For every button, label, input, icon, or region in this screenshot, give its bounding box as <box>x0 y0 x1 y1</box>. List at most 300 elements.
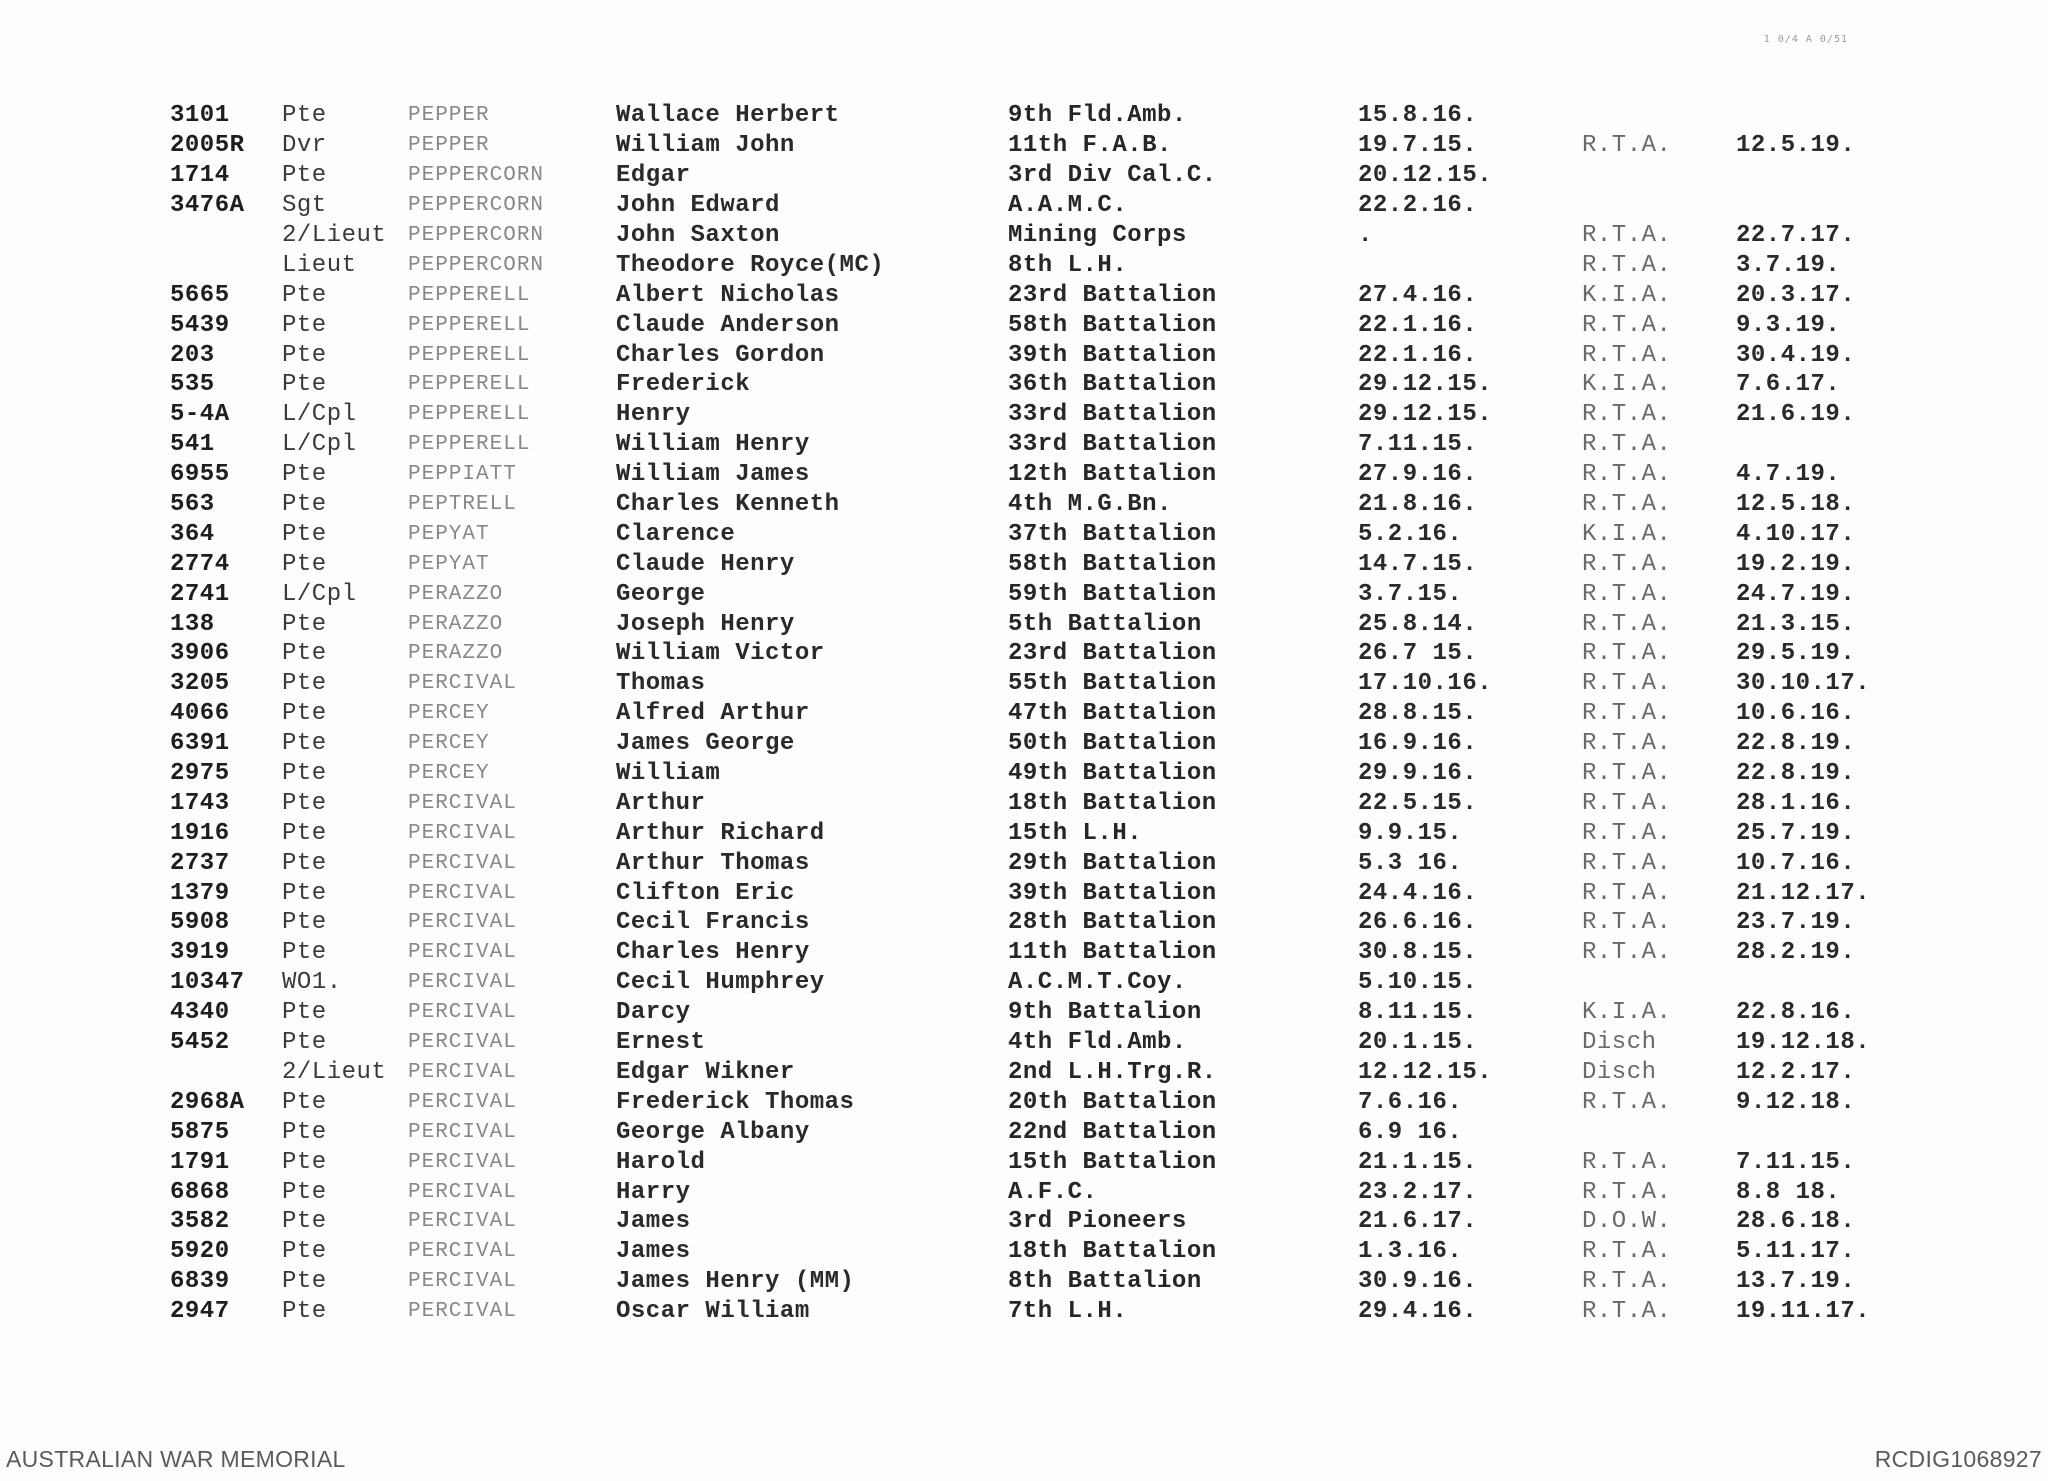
given-names: Alfred Arthur <box>616 700 810 728</box>
surname: PERCIVAL <box>408 1300 517 1324</box>
unit: 5th Battalion <box>1008 610 1202 638</box>
fate: R.T.A. <box>1582 550 1672 578</box>
given-names: James George <box>616 730 795 758</box>
enlistment-date: 12.12.15. <box>1358 1058 1493 1086</box>
fate-date: 7.11.15. <box>1736 1148 1856 1176</box>
table-row <box>170 729 1950 759</box>
given-names: Arthur Richard <box>616 819 825 847</box>
given-names: George Albany <box>616 1118 810 1146</box>
service-number: 1743 <box>170 789 230 817</box>
service-number: 6839 <box>170 1268 230 1296</box>
unit: 9th Fld.Amb. <box>1008 102 1187 130</box>
fate-date: 5.11.17. <box>1736 1238 1856 1266</box>
fate-date: 3.7.19. <box>1736 251 1841 279</box>
rank: Pte <box>282 311 327 339</box>
fate: R.T.A. <box>1582 1298 1672 1326</box>
given-names: James <box>616 1238 691 1266</box>
table-row <box>170 639 1950 669</box>
nominal-roll-table <box>170 101 1950 1327</box>
enlistment-date: 17.10.16. <box>1358 670 1493 698</box>
enlistment-date: 21.8.16. <box>1358 491 1478 519</box>
service-number: 5920 <box>170 1238 230 1266</box>
rank: Sgt <box>282 192 327 220</box>
unit: 58th Battalion <box>1008 311 1217 339</box>
enlistment-date: 29.4.16. <box>1358 1298 1478 1326</box>
fate: R.T.A. <box>1582 341 1672 369</box>
given-names: Arthur Thomas <box>616 849 810 877</box>
service-number: 1916 <box>170 819 230 847</box>
given-names: William John <box>616 132 795 160</box>
fate-date: 13.7.19. <box>1736 1268 1856 1296</box>
service-number: 2975 <box>170 760 230 788</box>
unit: 11th F.A.B. <box>1008 132 1172 160</box>
surname: PERCIVAL <box>408 1031 517 1055</box>
given-names: Theodore Royce(MC) <box>616 251 885 279</box>
unit: 37th Battalion <box>1008 520 1217 548</box>
rank: Pte <box>282 879 327 907</box>
fate-date: 19.2.19. <box>1736 550 1856 578</box>
service-number: 3101 <box>170 102 230 130</box>
service-number: 1379 <box>170 879 230 907</box>
rank: L/Cpl <box>282 431 357 459</box>
fate: R.T.A. <box>1582 849 1672 877</box>
table-row <box>170 788 1950 818</box>
given-names: Oscar William <box>616 1298 810 1326</box>
fate-date: 29.5.19. <box>1736 640 1856 668</box>
service-number: 3476A <box>170 192 245 220</box>
given-names: William Henry <box>616 431 810 459</box>
enlistment-date: 23.2.17. <box>1358 1178 1478 1206</box>
service-number: 6868 <box>170 1178 230 1206</box>
service-number: 5439 <box>170 311 230 339</box>
fate-date: 19.11.17. <box>1736 1298 1871 1326</box>
fate-date: 7.6.17. <box>1736 371 1841 399</box>
surname: PEPPER <box>408 134 490 158</box>
enlistment-date: 28.8.15. <box>1358 700 1478 728</box>
unit: 59th Battalion <box>1008 580 1217 608</box>
table-row <box>170 310 1950 340</box>
rank: Lieut <box>282 251 357 279</box>
surname: PEPPERCORN <box>408 253 545 277</box>
enlistment-date: 29.12.15. <box>1358 371 1493 399</box>
service-number: 5452 <box>170 1029 230 1057</box>
rank: Pte <box>282 819 327 847</box>
fate-date: 22.8.19. <box>1736 760 1856 788</box>
surname: PERCIVAL <box>408 1060 517 1084</box>
table-row <box>170 191 1950 221</box>
fate: R.T.A. <box>1582 311 1672 339</box>
fate: R.T.A. <box>1582 939 1672 967</box>
enlistment-date: 6.9 16. <box>1358 1118 1463 1146</box>
given-names: Albert Nicholas <box>616 281 840 309</box>
fate: K.I.A. <box>1582 520 1672 548</box>
table-row <box>170 161 1950 191</box>
fate-date: 30.10.17. <box>1736 670 1871 698</box>
given-names: Charles Kenneth <box>616 491 840 519</box>
fate: R.T.A. <box>1582 760 1672 788</box>
fate-date: 25.7.19. <box>1736 819 1856 847</box>
enlistment-date: 20.12.15. <box>1358 162 1493 190</box>
service-number: 3205 <box>170 670 230 698</box>
service-number: 364 <box>170 520 215 548</box>
unit: 3rd Pioneers <box>1008 1208 1187 1236</box>
service-number: 2947 <box>170 1298 230 1326</box>
table-row <box>170 1237 1950 1267</box>
given-names: Charles Gordon <box>616 341 825 369</box>
surname: PERAZZO <box>408 642 504 666</box>
fate: R.T.A. <box>1582 461 1672 489</box>
enlistment-date: 15.8.16. <box>1358 102 1478 130</box>
table-row <box>170 759 1950 789</box>
enlistment-date: 7.6.16. <box>1358 1088 1463 1116</box>
unit: 3rd Div Cal.C. <box>1008 162 1217 190</box>
enlistment-date: 8.11.15. <box>1358 999 1478 1027</box>
surname: PERCIVAL <box>408 881 517 905</box>
fate-date: 22.8.16. <box>1736 999 1856 1027</box>
fate: R.T.A. <box>1582 730 1672 758</box>
fate: R.T.A. <box>1582 1088 1672 1116</box>
enlistment-date: 29.12.15. <box>1358 401 1493 429</box>
fate-date: 21.3.15. <box>1736 610 1856 638</box>
fate-date: 22.7.17. <box>1736 222 1856 249</box>
service-number: 2774 <box>170 550 230 578</box>
fate: R.T.A. <box>1582 431 1672 459</box>
enlistment-date: 21.6.17. <box>1358 1208 1478 1236</box>
fate: R.T.A. <box>1582 580 1672 608</box>
table-row <box>170 519 1950 549</box>
service-number: 3906 <box>170 640 230 668</box>
rank: Pte <box>282 162 327 190</box>
table-row <box>170 1267 1950 1297</box>
surname: PEPYAT <box>408 522 490 546</box>
surname: PEPPERELL <box>408 403 531 427</box>
rank: 2/Lieut <box>282 1058 387 1086</box>
table-row <box>170 221 1950 251</box>
surname: PERCIVAL <box>408 941 517 965</box>
fate: R.T.A. <box>1582 700 1672 728</box>
fate: R.T.A. <box>1582 640 1672 668</box>
surname: PERCIVAL <box>408 1180 517 1204</box>
unit: 47th Battalion <box>1008 700 1217 728</box>
surname: PERCIVAL <box>408 1270 517 1294</box>
surname: PERCIVAL <box>408 672 517 696</box>
table-row <box>170 1177 1950 1207</box>
enlistment-date: 9.9.15. <box>1358 819 1463 847</box>
unit: A.F.C. <box>1008 1178 1098 1206</box>
surname: PEPPERCORN <box>408 224 545 247</box>
given-names: Frederick <box>616 371 751 399</box>
service-number: 5908 <box>170 909 230 937</box>
given-names: Charles Henry <box>616 939 810 967</box>
unit: 7th L.H. <box>1008 1298 1128 1326</box>
fate: R.T.A. <box>1582 132 1672 160</box>
surname: PERCIVAL <box>408 911 517 935</box>
fate-date: 12.5.18. <box>1736 491 1856 519</box>
fate-date: 23.7.19. <box>1736 909 1856 937</box>
surname: PEPPERELL <box>408 433 531 457</box>
unit: 36th Battalion <box>1008 371 1217 399</box>
unit: 49th Battalion <box>1008 760 1217 788</box>
table-row <box>170 968 1950 998</box>
rank: Pte <box>282 700 327 728</box>
unit: 2nd L.H.Trg.R. <box>1008 1058 1217 1086</box>
rank: Pte <box>282 520 327 548</box>
fate: Disch <box>1582 1029 1657 1057</box>
rank: Pte <box>282 1208 327 1236</box>
table-row <box>170 1147 1950 1177</box>
rank: Pte <box>282 461 327 489</box>
surname: PERCEY <box>408 702 490 726</box>
table-row <box>170 131 1950 161</box>
unit: 12th Battalion <box>1008 461 1217 489</box>
fate: R.T.A. <box>1582 1268 1672 1296</box>
surname: PERCIVAL <box>408 1120 517 1144</box>
service-number: 203 <box>170 341 215 369</box>
enlistment-date: 26.7 15. <box>1358 640 1478 668</box>
enlistment-date: 26.6.16. <box>1358 909 1478 937</box>
fate-date: 28.1.16. <box>1736 789 1856 817</box>
given-names: Thomas <box>616 670 706 698</box>
enlistment-date: 5.2.16. <box>1358 520 1463 548</box>
enlistment-date: 25.8.14. <box>1358 610 1478 638</box>
corner-mark: 1 0/4 A 0/51 <box>1763 34 1848 45</box>
unit: 58th Battalion <box>1008 550 1217 578</box>
fate-date: 12.2.17. <box>1736 1058 1856 1086</box>
enlistment-date: 30.9.16. <box>1358 1268 1478 1296</box>
table-row <box>170 908 1950 938</box>
rank: Pte <box>282 1088 327 1116</box>
service-number: 2968A <box>170 1088 245 1116</box>
surname: PEPPER <box>408 104 490 128</box>
rank: Pte <box>282 281 327 309</box>
footer-record-id: RCDIG1068927 <box>1874 1446 2042 1472</box>
surname: PERCIVAL <box>408 851 517 875</box>
fate: R.T.A. <box>1582 222 1672 249</box>
table-row <box>170 1087 1950 1117</box>
given-names: William James <box>616 461 810 489</box>
unit: 20th Battalion <box>1008 1088 1217 1116</box>
fate-date: 10.6.16. <box>1736 700 1856 728</box>
given-names: James <box>616 1208 691 1236</box>
given-names: Edgar <box>616 162 691 190</box>
given-names: Frederick Thomas <box>616 1088 855 1116</box>
fate: R.T.A. <box>1582 251 1672 279</box>
rank: L/Cpl <box>282 580 357 608</box>
fate-date: 4.7.19. <box>1736 461 1841 489</box>
enlistment-date: 22.5.15. <box>1358 789 1478 817</box>
unit: 23rd Battalion <box>1008 640 1217 668</box>
fate-date: 28.2.19. <box>1736 939 1856 967</box>
table-row <box>170 1028 1950 1058</box>
enlistment-date: . <box>1358 222 1373 249</box>
rank: Pte <box>282 1029 327 1057</box>
fate-date: 9.3.19. <box>1736 311 1841 339</box>
service-number: 10347 <box>170 969 245 997</box>
table-row <box>170 490 1950 520</box>
given-names: Wallace Herbert <box>616 102 840 130</box>
surname: PERCEY <box>408 732 490 756</box>
rank: 2/Lieut <box>282 222 387 249</box>
unit: 33rd Battalion <box>1008 431 1217 459</box>
fate-date: 30.4.19. <box>1736 341 1856 369</box>
rank: Pte <box>282 610 327 638</box>
table-row <box>170 609 1950 639</box>
unit: 8th Battalion <box>1008 1268 1202 1296</box>
unit: 9th Battalion <box>1008 999 1202 1027</box>
unit: 8th L.H. <box>1008 251 1128 279</box>
given-names: Ernest <box>616 1029 706 1057</box>
enlistment-date: 3.7.15. <box>1358 580 1463 608</box>
fate: R.T.A. <box>1582 491 1672 519</box>
given-names: James Henry (MM) <box>616 1268 855 1296</box>
given-names: Harold <box>616 1148 706 1176</box>
enlistment-date: 27.9.16. <box>1358 461 1478 489</box>
rank: WO1. <box>282 969 342 997</box>
service-number: 6391 <box>170 730 230 758</box>
given-names: William Victor <box>616 640 825 668</box>
surname: PERCEY <box>408 762 490 786</box>
table-row <box>170 878 1950 908</box>
rank: Pte <box>282 102 327 130</box>
fate-date: 20.3.17. <box>1736 281 1856 309</box>
enlistment-date: 5.10.15. <box>1358 969 1478 997</box>
unit: 23rd Battalion <box>1008 281 1217 309</box>
service-number: 535 <box>170 371 215 399</box>
enlistment-date: 20.1.15. <box>1358 1029 1478 1057</box>
service-number: 2005R <box>170 132 245 160</box>
enlistment-date: 14.7.15. <box>1358 550 1478 578</box>
unit: A.A.M.C. <box>1008 192 1128 220</box>
enlistment-date: 29.9.16. <box>1358 760 1478 788</box>
table-row <box>170 699 1950 729</box>
enlistment-date: 22.2.16. <box>1358 192 1478 220</box>
surname: PERCIVAL <box>408 1090 517 1114</box>
table-row <box>170 549 1950 579</box>
given-names: John Edward <box>616 192 780 220</box>
service-number: 138 <box>170 610 215 638</box>
given-names: Joseph Henry <box>616 610 795 638</box>
rank: Pte <box>282 909 327 937</box>
given-names: John Saxton <box>616 222 780 249</box>
table-row <box>170 1297 1950 1327</box>
service-number: 563 <box>170 491 215 519</box>
fate: K.I.A. <box>1582 371 1672 399</box>
unit: 29th Battalion <box>1008 849 1217 877</box>
fate: R.T.A. <box>1582 1238 1672 1266</box>
surname: PEPPERELL <box>408 313 531 337</box>
service-number: 5665 <box>170 281 230 309</box>
surname: PEPTRELL <box>408 493 517 517</box>
rank: Pte <box>282 491 327 519</box>
given-names: Henry <box>616 401 691 429</box>
fate: K.I.A. <box>1582 999 1672 1027</box>
enlistment-date: 27.4.16. <box>1358 281 1478 309</box>
unit: 18th Battalion <box>1008 789 1217 817</box>
enlistment-date: 22.1.16. <box>1358 341 1478 369</box>
surname: PERCIVAL <box>408 1001 517 1025</box>
fate-date: 24.7.19. <box>1736 580 1856 608</box>
rank: Pte <box>282 640 327 668</box>
fate-date: 10.7.16. <box>1736 849 1856 877</box>
fate: R.T.A. <box>1582 909 1672 937</box>
surname: PEPPERELL <box>408 373 531 397</box>
unit: 39th Battalion <box>1008 879 1217 907</box>
table-row <box>170 101 1950 131</box>
enlistment-date: 1.3.16. <box>1358 1238 1463 1266</box>
fate: R.T.A. <box>1582 1148 1672 1176</box>
service-number: 3919 <box>170 939 230 967</box>
table-row <box>170 848 1950 878</box>
given-names: William <box>616 760 721 788</box>
unit: 15th L.H. <box>1008 819 1143 847</box>
unit: Mining Corps <box>1008 222 1187 249</box>
table-row <box>170 460 1950 490</box>
rank: Pte <box>282 1118 327 1146</box>
table-row <box>170 1117 1950 1147</box>
fate: K.I.A. <box>1582 281 1672 309</box>
surname: PEPYAT <box>408 552 490 576</box>
unit: 39th Battalion <box>1008 341 1217 369</box>
rank: Pte <box>282 670 327 698</box>
rank: Pte <box>282 550 327 578</box>
table-row <box>170 669 1950 699</box>
table-row <box>170 370 1950 400</box>
rank: Pte <box>282 1268 327 1296</box>
fate-date: 9.12.18. <box>1736 1088 1856 1116</box>
table-row <box>170 250 1950 280</box>
service-number: 5-4A <box>170 401 230 429</box>
rank: Pte <box>282 371 327 399</box>
fate-date: 8.8 18. <box>1736 1178 1841 1206</box>
table-row <box>170 280 1950 310</box>
enlistment-date: 21.1.15. <box>1358 1148 1478 1176</box>
service-number: 541 <box>170 431 215 459</box>
surname: PERCIVAL <box>408 1210 517 1234</box>
given-names: Cecil Francis <box>616 909 810 937</box>
surname: PEPPERCORN <box>408 194 545 218</box>
unit: 15th Battalion <box>1008 1148 1217 1176</box>
enlistment-date: 19.7.15. <box>1358 132 1478 160</box>
fate: R.T.A. <box>1582 879 1672 907</box>
enlistment-date: 7.11.15. <box>1358 431 1478 459</box>
fate: R.T.A. <box>1582 610 1672 638</box>
table-row <box>170 430 1950 460</box>
rank: Pte <box>282 1178 327 1206</box>
table-row <box>170 1207 1950 1237</box>
fate-date: 22.8.19. <box>1736 730 1856 758</box>
service-number: 3582 <box>170 1208 230 1236</box>
fate: R.T.A. <box>1582 819 1672 847</box>
footer-archive-name: AUSTRALIAN WAR MEMORIAL <box>6 1446 346 1472</box>
service-number: 4340 <box>170 999 230 1027</box>
given-names: George <box>616 580 706 608</box>
fate: D.O.W. <box>1582 1208 1672 1236</box>
given-names: Clarence <box>616 520 736 548</box>
rank: Pte <box>282 999 327 1027</box>
surname: PERCIVAL <box>408 791 517 815</box>
fate-date: 12.5.19. <box>1736 132 1856 160</box>
rank: L/Cpl <box>282 401 357 429</box>
surname: PEPPERELL <box>408 343 531 367</box>
rank: Pte <box>282 939 327 967</box>
table-row <box>170 938 1950 968</box>
surname: PERAZZO <box>408 582 504 606</box>
table-row <box>170 1058 1950 1088</box>
rank: Pte <box>282 849 327 877</box>
fate-date: 28.6.18. <box>1736 1208 1856 1236</box>
service-number: 4066 <box>170 700 230 728</box>
service-number: 6955 <box>170 461 230 489</box>
